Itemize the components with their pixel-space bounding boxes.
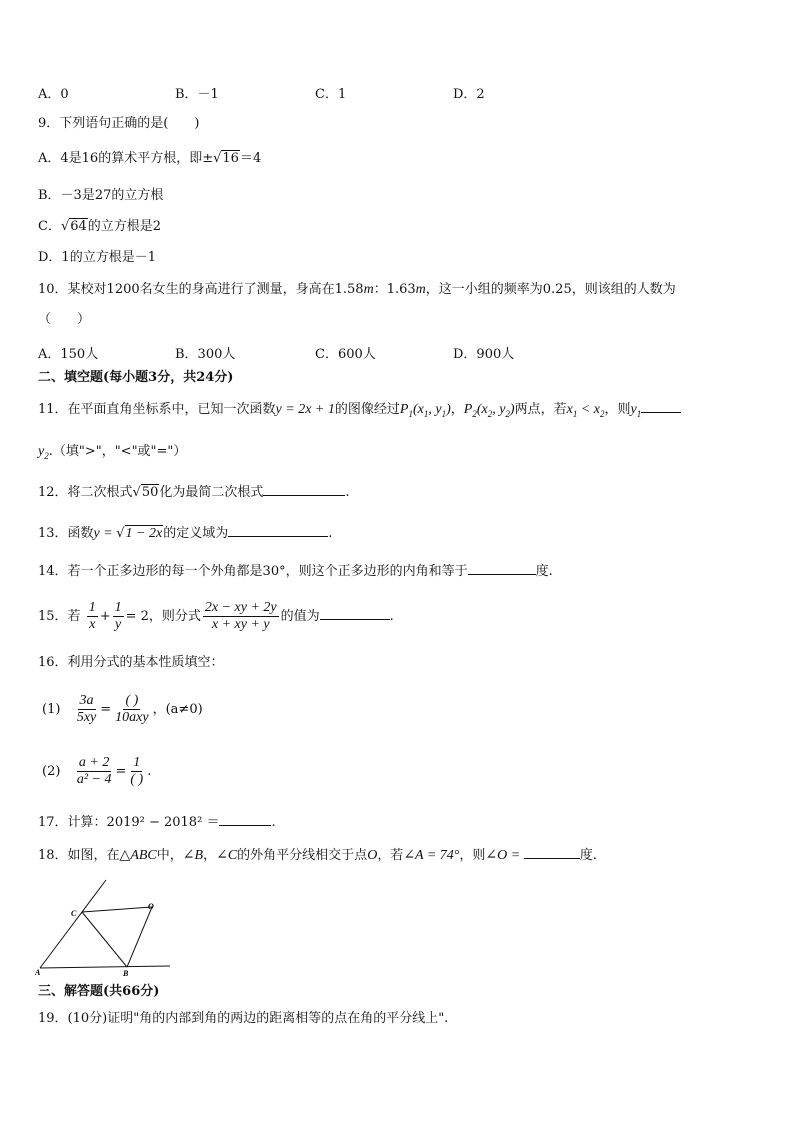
fig-label-b: B [123, 969, 129, 978]
q9-option-b: B．－3是27的立方根 [38, 188, 164, 203]
q13-end: . [328, 526, 333, 541]
q11-function: y = 2x + 1 [275, 402, 335, 417]
q17-end: . [271, 815, 276, 830]
q8-option-a: A．0 [38, 87, 69, 102]
q18-angle-c: ∠C [216, 848, 238, 863]
q15-text-b: 的值为 [280, 609, 320, 624]
q15-text-a: 15．若 [38, 609, 81, 624]
q18-stem [38, 846, 597, 865]
q8-option-b: B．－1 [175, 87, 219, 102]
q11-text-a: 11．在平面直角坐标系中，已知一次函数 [38, 402, 276, 417]
q10-option-d: D．900人 [453, 347, 515, 362]
q18-text-a: 18．如图，在 [38, 848, 120, 863]
fig-line-ob [127, 907, 152, 967]
q9-option-c: C．√64的立方根是2 [38, 219, 162, 234]
q18-text-f: ，则 [459, 848, 486, 863]
q9-c-tail: 的立方根是2 [87, 219, 162, 234]
section-3-heading: 三、解答题(共66分) [38, 984, 160, 999]
q17-answer-blank [219, 813, 271, 826]
q16-p2-equals: = [115, 764, 127, 779]
fig-line-ac [40, 880, 106, 968]
q17-equals: ＝ [206, 815, 220, 830]
fig-label-c: C [71, 909, 77, 918]
q18-text-b: 中， [156, 848, 183, 863]
q11-answer-blank [641, 400, 681, 413]
q9-option-a: A．4是16的算术平方根，即±√16＝4 [38, 151, 262, 166]
fig-line-ab [40, 966, 170, 968]
q9-a-text: A．4是16的算术平方根，即± [38, 151, 214, 166]
q16-part-2 [42, 752, 151, 792]
q18-triangle: △ABC [119, 848, 157, 863]
q10-text-a: 10．某校对1200名女生的身高进行了测量，身高在1.58 [38, 282, 364, 297]
q9-c-radicand: 64 [70, 219, 87, 234]
q18-text-d: 的外角平分线相交于点 [237, 848, 368, 863]
fig-line-cb [82, 912, 127, 967]
q18-answer-blank [524, 846, 580, 859]
q13-stem: 13．函数y = √1 − 2x的定义域为 . [38, 526, 333, 541]
q12-text-b: 化为最简二次根式 [159, 485, 264, 500]
q9-option-d: D．1的立方根是－1 [38, 250, 156, 265]
q11-y2: $y_2$ [38, 444, 49, 461]
q12-radicand: 50 [141, 485, 159, 500]
q12-end: . [345, 485, 350, 500]
q15-fraction-3: $\frac{2x - xy + 2y}{x + xy + y}$ [204, 600, 277, 632]
q16-part-2-label: (2) [42, 764, 61, 779]
q11-text-b: 的图像经过 [334, 402, 400, 417]
q11-comma: ， [450, 402, 464, 417]
q16-p2-end: . [147, 764, 152, 779]
q18-angle-b: ∠B [182, 848, 204, 863]
q13-text-b: 的定义域为 [163, 526, 229, 541]
q15-fraction-2: $\frac{1}{y}$ [114, 600, 122, 632]
q11-text-c: 两点，若 [514, 402, 567, 417]
q18-angle-a: ∠A = 74° [403, 848, 460, 863]
q19-stem: 19．(10分)证明"角的内部到角的两边的距离相等的点在角的平分线上". [38, 1011, 449, 1026]
q16-part-1-label: (1) [42, 702, 61, 717]
q14-stem [38, 562, 553, 581]
q15-end: . [389, 609, 394, 624]
q9-a-radicand: 16 [222, 151, 239, 166]
q16-p2-left-fraction: $\frac{a + 2}{\text{a² − 4}}$ [76, 755, 112, 787]
q18-angle-o: ∠O = [485, 848, 524, 863]
q13-function: y = [93, 526, 117, 541]
q14-text-a: 14．若一个正多边形的每一个外角都是30°，则这个正多边形的内角和等于 [38, 564, 468, 579]
q18-comma: ， [203, 848, 217, 863]
q16-p1-equals: = [100, 702, 112, 717]
q12-text-a: 12．将二次根式 [38, 485, 133, 500]
q11-point-2: $P_2(x_2$, $y_2$) [463, 402, 515, 419]
fig-line-co [82, 907, 152, 912]
q17-text-a: 17．计算：2019² − 2018² [38, 815, 203, 830]
q15-stem [38, 597, 394, 637]
q11-condition: $x_1 < x_2$ [566, 402, 605, 419]
fig-label-a: A [35, 968, 41, 977]
q11-line2 [38, 443, 186, 465]
q11-hint: .（填">"，"<"或"="） [48, 444, 187, 459]
q9-c-text: C． [38, 219, 61, 234]
q10-paren: （ ） [38, 312, 91, 327]
q9-a-tail: ＝4 [239, 151, 262, 166]
q12-stem: 12．将二次根式√50化为最简二次根式 . [38, 485, 350, 500]
q17-stem [38, 813, 276, 832]
q13-radicand: 1 − 2x [125, 526, 163, 541]
q15-plus: + [99, 609, 111, 624]
q8-option-d: D．2 [453, 87, 485, 102]
q10-unit-1: m [363, 282, 374, 297]
q16-p1-condition: ，(a≠0) [152, 702, 203, 717]
q10-stem [38, 281, 676, 299]
q18-point-o: O [367, 848, 378, 863]
q9-stem: 9．下列语句正确的是( ) [38, 116, 200, 131]
q16-part-1 [42, 690, 203, 730]
q8-option-c: C．1 [315, 87, 347, 102]
q14-text-b: 度. [535, 564, 553, 579]
q11-stem [38, 400, 681, 423]
q15-equals: = 2，则分式 [125, 609, 201, 624]
q18-text-g: 度. [579, 848, 597, 863]
q18-text-e: ，若 [377, 848, 404, 863]
q16-p2-right-fraction: $\frac{1}{( )}$ [130, 755, 144, 787]
q13-answer-blank [228, 524, 328, 537]
q15-answer-blank [320, 607, 390, 620]
q11-text-d: ，则 [604, 402, 631, 417]
section-2-heading: 二、填空题(每小题3分，共24分) [38, 370, 234, 385]
q10-option-c: C．600人 [315, 347, 376, 362]
q10-option-a: A．150人 [38, 347, 99, 362]
q15-fraction-1: $\frac{1}{x}$ [88, 600, 96, 632]
q18-geometry-figure [34, 876, 174, 980]
q10-unit-2: m [415, 282, 426, 297]
q10-option-b: B．300人 [175, 347, 236, 362]
q11-y1: $y_1$ [630, 402, 642, 419]
q14-answer-blank [468, 562, 536, 575]
q16-stem: 16．利用分式的基本性质填空： [38, 655, 224, 670]
q10-text-b: ，这一小组的频率为0.25，则该组的人数为 [425, 282, 676, 297]
q13-text-a: 13．函数 [38, 526, 94, 541]
q11-point-1: $P_1(x_1$, $y_1$) [399, 402, 451, 419]
fig-label-o: O [148, 902, 154, 911]
q16-p1-left-fraction: $\frac{3a}{5xy}$ [76, 693, 97, 725]
q16-p1-right-fraction: $\frac{( )}{\text{10axy}}$ [115, 693, 149, 725]
q12-answer-blank [263, 483, 345, 496]
q10-sep: ：1.63 [373, 282, 416, 297]
